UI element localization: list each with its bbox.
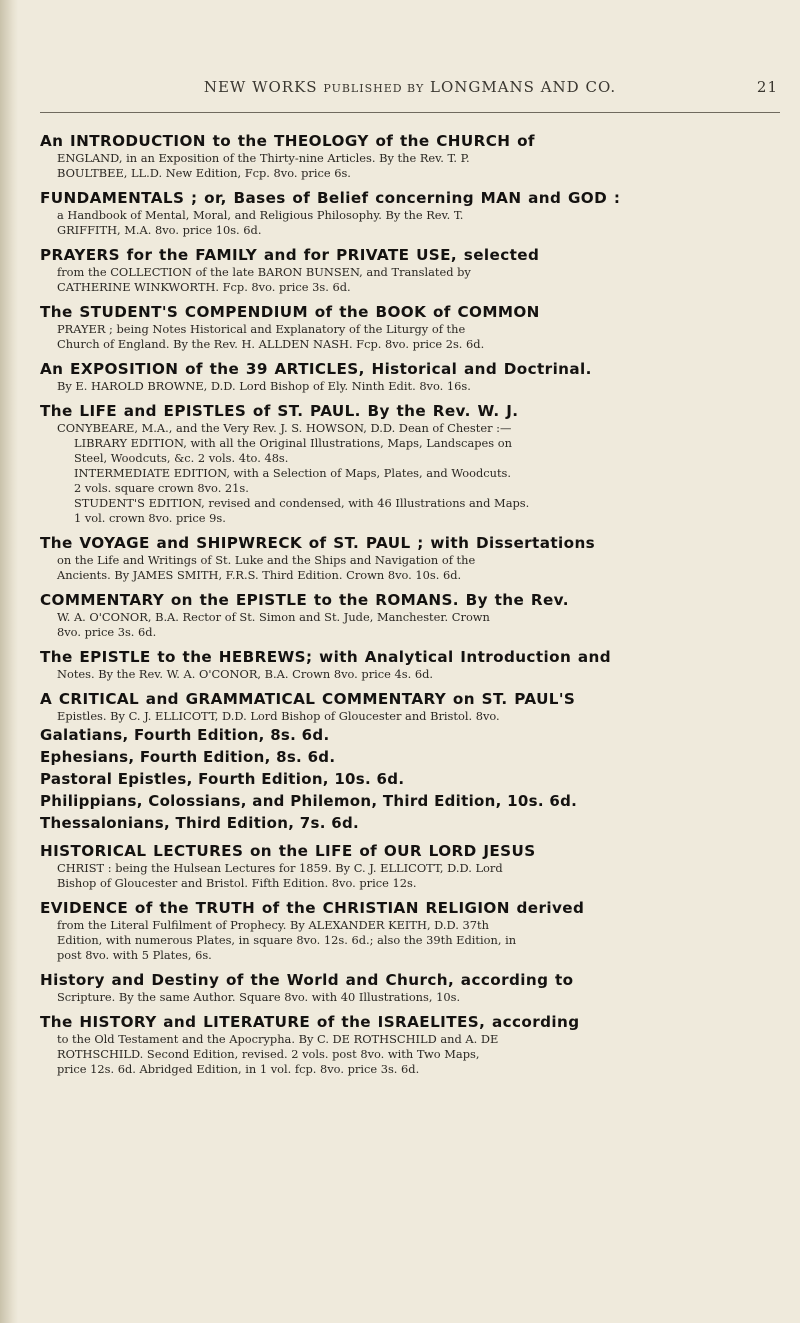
description-line: PRAYER ; being Notes Historical and Explanatory of the Liturgy of the (57, 322, 466, 336)
description-line: Church of England. By the Rev. H. ALLDEN NASH. Fcp. 8vo. price 2s. 6d. (57, 337, 485, 351)
entry-heading: A CRITICAL and GRAMMATICAL COMMENTARY on ST. PAUL'S (40, 690, 576, 708)
entry-description (40, 990, 780, 1005)
description-line: post 8vo. with 5 Plates, 6s. (57, 948, 212, 962)
book-entry (40, 841, 780, 891)
description-line: ROTHSCHILD. Second Edition, revised. 2 vols. post 8vo. with Two Maps, (57, 1047, 480, 1061)
entry-heading: HISTORICAL LECTURES on the LIFE of OUR LORD JESUS (40, 842, 536, 860)
description-line: on the Life and Writings of St. Luke and the Ships and Navigation of the (57, 553, 476, 567)
description-line: Bishop of Gloucester and Bristol. Fifth Edition. 8vo. price 12s. (57, 876, 417, 890)
page-number: 21 (756, 78, 778, 96)
description-line: Notes. By the Rev. W. A. O'CONOR, B.A. Crown 8vo. price 4s. 6d. (57, 667, 434, 681)
description-line: BOULTBEE, LL.D. New Edition, Fcp. 8vo. price 6s. (57, 166, 351, 180)
description-line: By E. HAROLD BROWNE, D.D. Lord Bishop of Ely. Ninth Edit. 8vo. 16s. (57, 379, 471, 393)
book-entry (40, 302, 780, 352)
entry-heading: The LIFE and EPISTLES of ST. PAUL. By the Rev. W. J. (40, 402, 519, 420)
epistle-edition-line: Ephesians, Fourth Edition, 8s. 6d. (40, 748, 336, 766)
entry-description (40, 379, 780, 394)
running-head-left: NEW WORKS (203, 78, 318, 96)
entry-heading: EVIDENCE of the TRUTH of the CHRISTIAN RELIGION derived (40, 899, 585, 917)
book-entry (40, 188, 780, 238)
entry-description (40, 667, 780, 682)
book-entry (40, 590, 780, 640)
book-entry (40, 689, 780, 834)
book-spine-shadow (0, 0, 18, 1323)
entry-heading: An INTRODUCTION to the THEOLOGY of the CHURCH of (40, 132, 535, 150)
book-entry (40, 359, 780, 394)
entry-description (40, 610, 780, 640)
entry-description (40, 553, 780, 583)
entry-description (40, 918, 780, 963)
description-line: to the Old Testament and the Apocrypha. By C. DE ROTHSCHILD and A. DE (57, 1032, 499, 1046)
edition-line: 2 vols. square crown 8vo. 21s. (74, 481, 249, 495)
entry-heading: The VOYAGE and SHIPWRECK of ST. PAUL ; with Dissertations (40, 534, 596, 552)
entry-heading: An EXPOSITION of the 39 ARTICLES, Historical and Doctrinal. (40, 360, 592, 378)
entry-description (40, 709, 780, 724)
edition-line: Steel, Woodcuts, &c. 2 vols. 4to. 48s. (74, 451, 289, 465)
edition-line: INTERMEDIATE EDITION, with a Selection of Maps, Plates, and Woodcuts. (74, 466, 512, 480)
running-head (40, 78, 780, 113)
edition-line: STUDENT'S EDITION, revised and condensed, with 46 Illustrations and Maps. (74, 496, 530, 510)
book-entry (40, 401, 780, 526)
book-entry (40, 1012, 780, 1077)
description-line: Epistles. By C. J. ELLICOTT, D.D. Lord Bishop of Gloucester and Bristol. 8vo. (57, 709, 500, 723)
description-line: from the Literal Fulfilment of Prophecy. By ALEXANDER KEITH, D.D. 37th (57, 918, 489, 932)
entry-heading: The HISTORY and LITERATURE of the ISRAELITES, according (40, 1013, 580, 1031)
description-line: GRIFFITH, M.A. 8vo. price 10s. 6d. (57, 223, 262, 237)
entry-description (40, 208, 780, 238)
epistle-edition-line: Galatians, Fourth Edition, 8s. 6d. (40, 726, 330, 744)
entry-heading: History and Destiny of the World and Church, according to (40, 971, 574, 989)
description-line: a Handbook of Mental, Moral, and Religious Philosophy. By the Rev. T. (57, 208, 464, 222)
entry-heading: The STUDENT'S COMPENDIUM of the BOOK of COMMON (40, 303, 540, 321)
description-line: CHRIST : being the Hulsean Lectures for 1859. By C. J. ELLICOTT, D.D. Lord (57, 861, 503, 875)
epistle-edition-line: Thessalonians, Third Edition, 7s. 6d. (40, 814, 359, 832)
description-line: W. A. O'CONOR, B.A. Rector of St. Simon and St. Jude, Manchester. Crown (57, 610, 490, 624)
description-line: ENGLAND, in an Exposition of the Thirty-nine Articles. By the Rev. T. P. (57, 151, 470, 165)
description-line: Scripture. By the same Author. Square 8vo. with 40 Illustrations, 10s. (57, 990, 461, 1004)
description-line: 8vo. price 3s. 6d. (57, 625, 157, 639)
running-head-right: LONGMANS AND CO. (430, 78, 617, 96)
running-head-small: PUBLISHED BY (323, 82, 425, 95)
epistle-edition-line: Philippians, Colossians, and Philemon, Third Edition, 10s. 6d. (40, 792, 578, 810)
description-line: price 12s. 6d. Abridged Edition, in 1 vol. fcp. 8vo. price 3s. 6d. (57, 1062, 420, 1076)
book-entry (40, 131, 780, 181)
entry-description (40, 861, 780, 891)
edition-line: 1 vol. crown 8vo. price 9s. (74, 511, 226, 525)
description-line: from the COLLECTION of the late BARON BUNSEN, and Translated by (57, 265, 471, 279)
book-entry (40, 970, 780, 1005)
book-entry (40, 898, 780, 963)
entry-description (40, 322, 780, 352)
book-entries (40, 131, 780, 1077)
book-entry (40, 245, 780, 295)
epistle-edition-line: Pastoral Epistles, Fourth Edition, 10s. 6d. (40, 770, 405, 788)
catalogue-page (40, 0, 780, 1084)
edition-line: LIBRARY EDITION, with all the Original Illustrations, Maps, Landscapes on (74, 436, 512, 450)
description-line: CATHERINE WINKWORTH. Fcp. 8vo. price 3s. 6d. (57, 280, 351, 294)
entry-heading: FUNDAMENTALS ; or, Bases of Belief concerning MAN and GOD : (40, 189, 621, 207)
entry-heading: COMMENTARY on the EPISTLE to the ROMANS. By the Rev. (40, 591, 569, 609)
book-entry (40, 533, 780, 583)
entry-heading: PRAYERS for the FAMILY and for PRIVATE USE, selected (40, 246, 540, 264)
description-line: Edition, with numerous Plates, in square 8vo. 12s. 6d.; also the 39th Edition, in (57, 933, 517, 947)
book-entry (40, 647, 780, 682)
description-line: CONYBEARE, M.A., and the Very Rev. J. S. HOWSON, D.D. Dean of Chester :— (57, 421, 512, 435)
entry-description (40, 151, 780, 181)
entry-description (40, 421, 780, 526)
entry-description (40, 265, 780, 295)
entry-description (40, 1032, 780, 1077)
entry-heading: The EPISTLE to the HEBREWS; with Analytical Introduction and (40, 648, 611, 666)
description-line: Ancients. By JAMES SMITH, F.R.S. Third Edition. Crown 8vo. 10s. 6d. (57, 568, 462, 582)
